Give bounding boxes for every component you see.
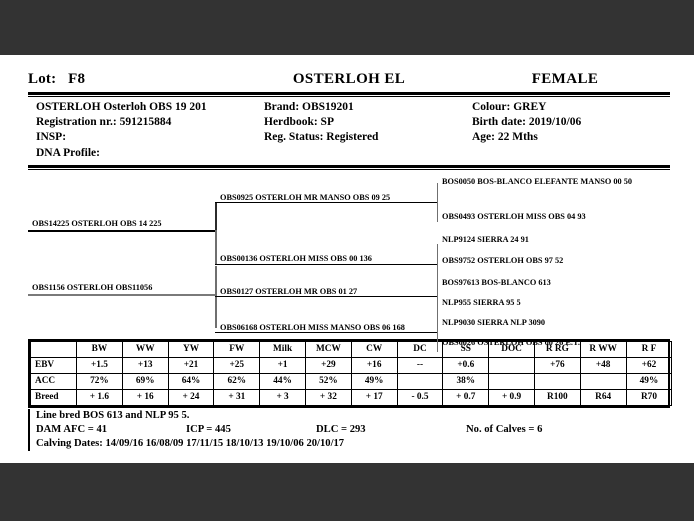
ebv-cell: +48 bbox=[580, 357, 626, 373]
identity-line: Registration nr.: 591215884 bbox=[36, 116, 172, 129]
ebv-col-header: SS bbox=[443, 341, 489, 357]
ebv-col-header: MCW bbox=[305, 341, 351, 357]
ebv-cell: 62% bbox=[214, 373, 260, 389]
calving-dates: Calving Dates: 14/09/16 16/08/09 17/11/15 18/10/13 19/10/06 20/10/17 bbox=[36, 437, 345, 449]
lot-value: F8 bbox=[68, 71, 86, 87]
pedigree-connector-sire-up bbox=[215, 202, 217, 232]
ebv-cell: 49% bbox=[351, 373, 397, 389]
table-row bbox=[31, 389, 672, 405]
ebv-cell: +16 bbox=[351, 357, 397, 373]
ebv-cell: + 1.6 bbox=[77, 389, 123, 405]
ebv-cell: +25 bbox=[214, 357, 260, 373]
calves-stat: No. of Calves = 6 bbox=[466, 423, 543, 435]
ebv-cell bbox=[534, 373, 580, 389]
ebv-cell: 72% bbox=[77, 373, 123, 389]
ebv-cell: - 0.5 bbox=[397, 389, 443, 405]
ebv-cell: +1 bbox=[260, 357, 306, 373]
pedigree-connector-sire-down bbox=[215, 230, 217, 264]
animal-name-title: OSTERLOH EL bbox=[292, 71, 406, 87]
ebv-cell bbox=[489, 357, 535, 373]
pedigree-line-gen2 bbox=[215, 296, 437, 297]
ebv-table-wrapper bbox=[28, 339, 670, 408]
ebv-table bbox=[30, 341, 672, 406]
pedigree-gen3-name: NLP9030 SIERRA NLP 3090 bbox=[442, 317, 546, 327]
pedigree-rule-thin bbox=[28, 169, 670, 170]
ebv-cell: 64% bbox=[168, 373, 214, 389]
ebv-cell: + 24 bbox=[168, 389, 214, 405]
document-sheet bbox=[0, 55, 694, 463]
pedigree-gen3-name: OBS9752 OSTERLOH OBS 97 52 bbox=[442, 255, 564, 265]
ebv-row-label: ACC bbox=[31, 373, 77, 389]
lot-field bbox=[28, 71, 238, 88]
identity-line: Brand: OBS19201 bbox=[264, 101, 354, 113]
identity-column-brand bbox=[264, 100, 472, 161]
ebv-col-header: WW bbox=[122, 341, 168, 357]
pedigree-connector-gen3-h bbox=[437, 332, 438, 352]
ebv-cell: 49% bbox=[626, 373, 672, 389]
identity-line: INSP: bbox=[36, 131, 67, 144]
ebv-cell: R100 bbox=[534, 389, 580, 405]
top-letterbox-bar bbox=[0, 0, 694, 55]
identity-line: OSTERLOH Osterloh OBS 19 201 bbox=[36, 101, 207, 113]
table-row bbox=[31, 373, 672, 389]
ebv-col-header: R F bbox=[626, 341, 672, 357]
ebv-cell: 52% bbox=[305, 373, 351, 389]
identity-line: Reg. Status: Registered bbox=[264, 131, 379, 144]
footer-block bbox=[28, 409, 670, 451]
ebv-row-label: EBV bbox=[31, 357, 77, 373]
identity-block bbox=[28, 97, 670, 161]
pedigree-gen2-name: OBS00136 OSTERLOH MISS OBS 00 136 bbox=[220, 253, 372, 263]
identity-column-colour bbox=[472, 100, 670, 161]
ebv-cell: +0.6 bbox=[443, 357, 489, 373]
pedigree-connector-dam-up bbox=[215, 266, 217, 296]
pedigree-connector-gen3-c bbox=[437, 244, 438, 265]
table-row bbox=[31, 357, 672, 373]
pedigree-line-gen2 bbox=[215, 202, 437, 203]
ebv-cell bbox=[397, 373, 443, 389]
identity-line: Age: 22 Mths bbox=[472, 131, 538, 144]
dlc-stat: DLC = 293 bbox=[316, 423, 366, 435]
ebv-cell: 38% bbox=[443, 373, 489, 389]
bottom-letterbox-bar bbox=[0, 463, 694, 521]
ebv-cell: R70 bbox=[626, 389, 672, 405]
ebv-cell bbox=[489, 373, 535, 389]
icp-stat: ICP = 445 bbox=[186, 423, 231, 435]
ebv-cell: + 0.9 bbox=[489, 389, 535, 405]
footer-stats-row bbox=[36, 423, 670, 437]
identity-line: Birth date: 2019/10/06 bbox=[472, 116, 582, 129]
ebv-cell: +21 bbox=[168, 357, 214, 373]
sex-title: FEMALE bbox=[531, 71, 599, 87]
ebv-cell: + 32 bbox=[305, 389, 351, 405]
ebv-cell: 44% bbox=[260, 373, 306, 389]
pedigree-sire: OBS14225 OSTERLOH OBS 14 225 bbox=[32, 218, 162, 228]
ebv-col-header: YW bbox=[168, 341, 214, 357]
pedigree-connector-gen3-a bbox=[437, 183, 438, 203]
ebv-cell: -- bbox=[397, 357, 443, 373]
pedigree-connector-gen3-g bbox=[437, 313, 438, 333]
pedigree-gen2-name: OBS0925 OSTERLOH MR MANSO OBS 09 25 bbox=[220, 192, 391, 202]
pedigree-line-sire bbox=[28, 230, 215, 232]
ebv-cell: + 16 bbox=[122, 389, 168, 405]
ebv-cell: 69% bbox=[122, 373, 168, 389]
ebv-cell: +62 bbox=[626, 357, 672, 373]
line-bred-note: Line bred BOS 613 and NLP 95 5. bbox=[36, 409, 190, 421]
ebv-cell: +76 bbox=[534, 357, 580, 373]
pedigree-connector-gen3-e bbox=[437, 276, 438, 297]
identity-line: DNA Profile: bbox=[36, 146, 100, 159]
pedigree-dam: OBS1156 OSTERLOH OBS11056 bbox=[32, 282, 153, 292]
ebv-cell: + 0.7 bbox=[443, 389, 489, 405]
pedigree-line-gen2 bbox=[215, 264, 437, 265]
ebv-cell: + 17 bbox=[351, 389, 397, 405]
pedigree-gen3-name: OBS0026 OSTERLOH OBS 00 26 E.T. bbox=[442, 337, 580, 347]
identity-column-registration bbox=[36, 100, 264, 161]
ebv-col-header: CW bbox=[351, 341, 397, 357]
pedigree-gen2-name: OBS0127 OSTERLOH MR OBS 01 27 bbox=[220, 286, 358, 296]
pedigree-gen3-name: BOS97613 BOS-BLANCO 613 bbox=[442, 277, 551, 287]
lot-label: Lot: bbox=[28, 71, 57, 87]
ebv-cell: + 31 bbox=[214, 389, 260, 405]
ebv-row-label: Breed bbox=[31, 389, 77, 405]
pedigree-rule-thick bbox=[28, 165, 670, 168]
ebv-col-header: FW bbox=[214, 341, 260, 357]
ebv-cell: + 3 bbox=[260, 389, 306, 405]
pedigree-line-dam bbox=[28, 294, 215, 296]
ebv-col-header: DOC bbox=[489, 341, 535, 357]
ebv-cell: +29 bbox=[305, 357, 351, 373]
pedigree-gen3-name: NLP9124 SIERRA 24 91 bbox=[442, 234, 529, 244]
identity-line: Herdbook: SP bbox=[264, 116, 334, 129]
ebv-col-header: DC bbox=[397, 341, 443, 357]
pedigree-gen2-name: OBS06168 OSTERLOH MISS MANSO OBS 06 168 bbox=[220, 322, 405, 332]
pedigree-gen3-name: NLP955 SIERRA 95 5 bbox=[442, 297, 521, 307]
pedigree-connector-gen3-b bbox=[437, 202, 438, 222]
ebv-cell: R64 bbox=[580, 389, 626, 405]
ebv-cell: +13 bbox=[122, 357, 168, 373]
ebv-col-header: Milk bbox=[260, 341, 306, 357]
header-rule-thick bbox=[28, 92, 670, 95]
ebv-col-header: R WW bbox=[580, 341, 626, 357]
pedigree-connector-dam-down bbox=[215, 294, 217, 328]
ebv-col-header: R RG bbox=[534, 341, 580, 357]
dam-afc-stat: DAM AFC = 41 bbox=[36, 423, 108, 435]
pedigree-gen3-name: OBS0493 OSTERLOH MISS OBS 04 93 bbox=[442, 211, 586, 221]
pedigree-chart bbox=[28, 175, 670, 347]
ebv-cell bbox=[580, 373, 626, 389]
ebv-col-header bbox=[31, 341, 77, 357]
identity-line: Colour: GREY bbox=[472, 101, 547, 113]
pedigree-gen3-name: BOS0050 BOS-BLANCO ELEFANTE MANSO 00 50 bbox=[442, 176, 633, 186]
ebv-col-header: BW bbox=[77, 341, 123, 357]
title-row bbox=[28, 55, 670, 88]
ebv-cell: +1.5 bbox=[77, 357, 123, 373]
pedigree-line-gen2 bbox=[215, 332, 437, 333]
